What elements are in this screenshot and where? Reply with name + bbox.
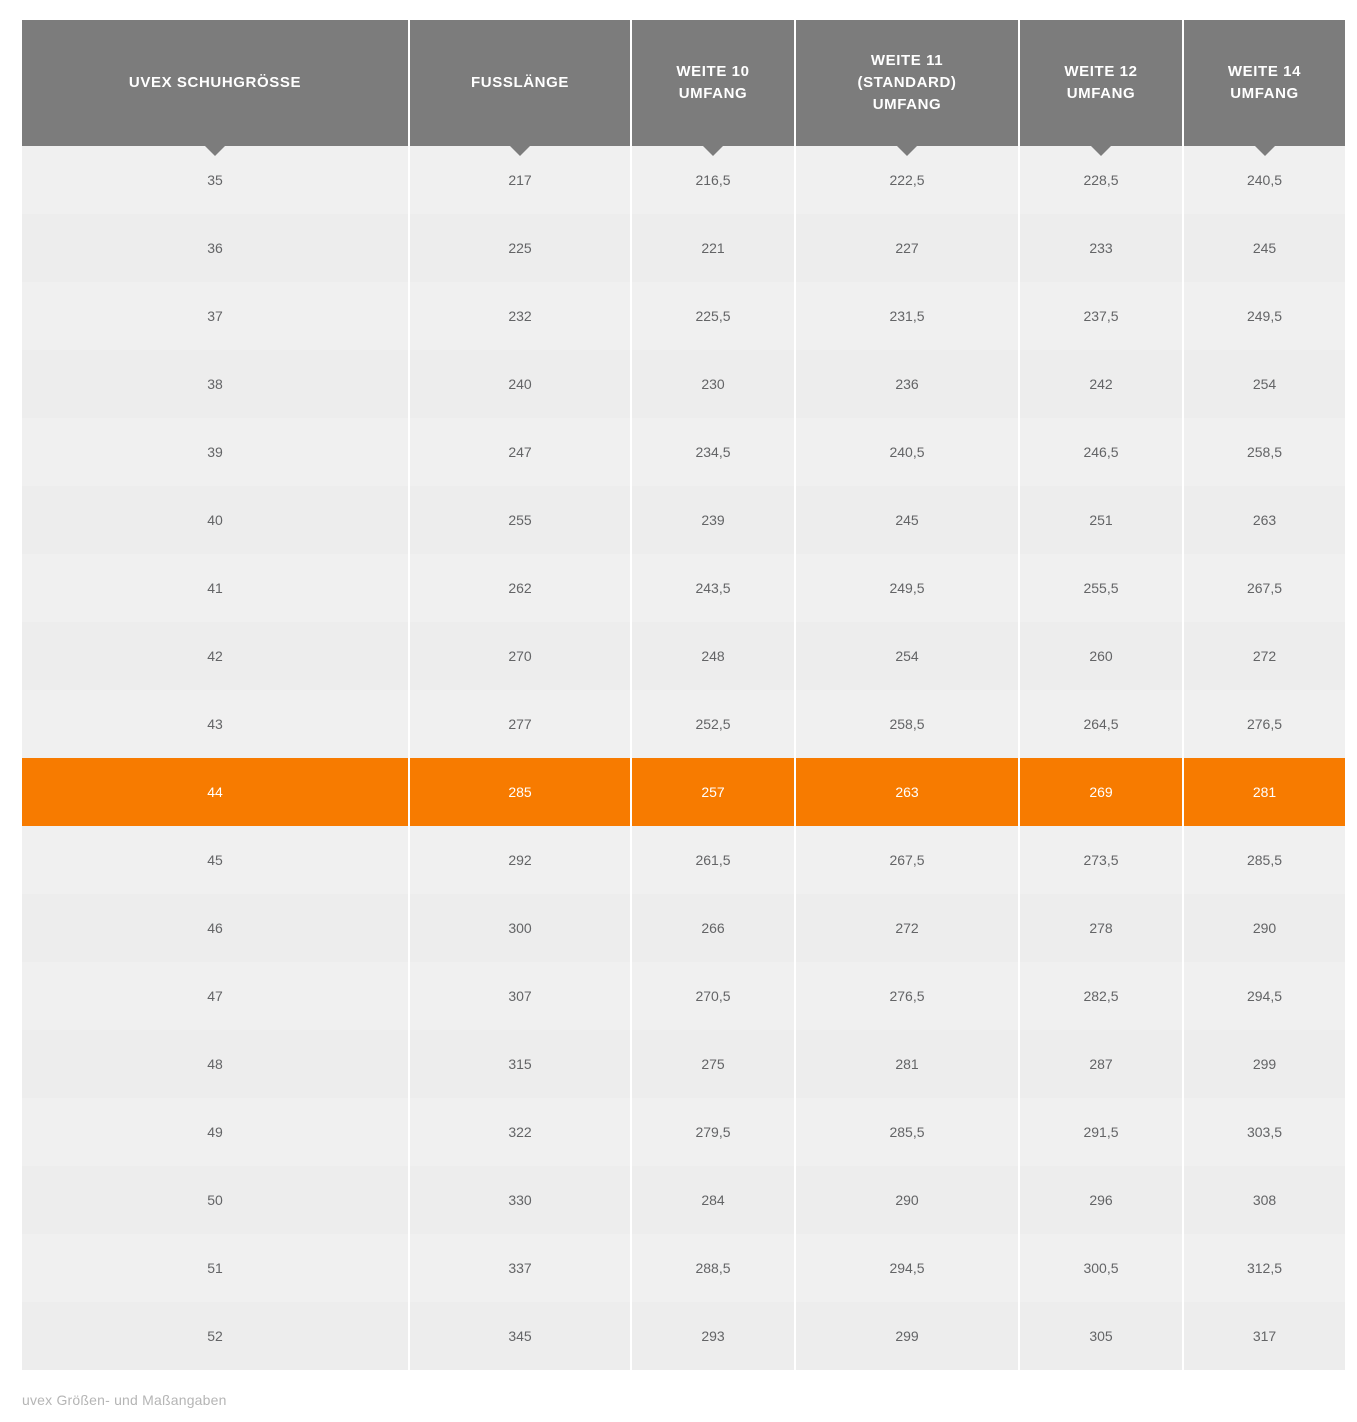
header-pointer-icon xyxy=(702,145,724,156)
table-cell: 263 xyxy=(796,758,1018,826)
table-cell: 308 xyxy=(1184,1166,1345,1234)
column-header-line: UMFANG xyxy=(1230,85,1299,102)
cell-shoe-size: 35 xyxy=(22,146,408,214)
chart-caption: uvex Größen- und Maßangaben xyxy=(22,1392,227,1408)
column-header-line: WEITE 12 xyxy=(1064,63,1138,81)
cell-shoe-size: 40 xyxy=(22,486,408,554)
table-row[interactable] xyxy=(22,350,1345,418)
column-header-line: (STANDARD) xyxy=(857,74,957,92)
table-cell: 254 xyxy=(796,622,1018,690)
table-cell: 300,5 xyxy=(1020,1234,1182,1302)
table-cell: 300 xyxy=(410,894,630,962)
header-pointer-icon xyxy=(1254,145,1276,156)
table-cell: 294,5 xyxy=(796,1234,1018,1302)
table-cell: 287 xyxy=(1020,1030,1182,1098)
column-header-line: WEITE 11 xyxy=(870,52,944,70)
table-cell: 337 xyxy=(410,1234,630,1302)
cell-shoe-size: 51 xyxy=(22,1234,408,1302)
table-row[interactable] xyxy=(22,894,1345,962)
cell-shoe-size: 46 xyxy=(22,894,408,962)
table-cell: 285,5 xyxy=(1184,826,1345,894)
cell-shoe-size: 50 xyxy=(22,1166,408,1234)
cell-shoe-size: 42 xyxy=(22,622,408,690)
table-cell: 233 xyxy=(1020,214,1182,282)
table-cell: 231,5 xyxy=(796,282,1018,350)
column-header-weite-10-umfang xyxy=(632,20,794,146)
table-cell: 225 xyxy=(410,214,630,282)
header-pointer-icon xyxy=(896,145,918,156)
table-cell: 262 xyxy=(410,554,630,622)
table-row[interactable] xyxy=(22,1030,1345,1098)
cell-shoe-size: 48 xyxy=(22,1030,408,1098)
table-cell: 270,5 xyxy=(632,962,794,1030)
table-cell: 247 xyxy=(410,418,630,486)
table-cell: 251 xyxy=(1020,486,1182,554)
table-cell: 221 xyxy=(632,214,794,282)
table-cell: 277 xyxy=(410,690,630,758)
table-cell: 255,5 xyxy=(1020,554,1182,622)
table-cell: 275 xyxy=(632,1030,794,1098)
column-header-line: WEITE 14 xyxy=(1227,63,1302,81)
table-cell: 278 xyxy=(1020,894,1182,962)
table-cell: 245 xyxy=(1184,214,1345,282)
table-cell: 267,5 xyxy=(1184,554,1345,622)
table-cell: 240,5 xyxy=(796,418,1018,486)
header-pointer-icon xyxy=(204,145,226,156)
cell-shoe-size: 49 xyxy=(22,1098,408,1166)
table-cell: 285,5 xyxy=(796,1098,1018,1166)
table-cell: 260 xyxy=(1020,622,1182,690)
table-cell: 230 xyxy=(632,350,794,418)
table-row[interactable] xyxy=(22,690,1345,758)
uvex-size-table xyxy=(20,20,1347,1370)
table-row[interactable] xyxy=(22,554,1345,622)
table-cell: 330 xyxy=(410,1166,630,1234)
table-cell: 292 xyxy=(410,826,630,894)
table-cell: 239 xyxy=(632,486,794,554)
table-cell: 232 xyxy=(410,282,630,350)
table-cell: 282,5 xyxy=(1020,962,1182,1030)
table-cell: 263 xyxy=(1184,486,1345,554)
table-cell: 322 xyxy=(410,1098,630,1166)
cell-shoe-size: 41 xyxy=(22,554,408,622)
table-cell: 257 xyxy=(632,758,794,826)
column-header-line: UMFANG xyxy=(872,95,942,113)
table-cell: 296 xyxy=(1020,1166,1182,1234)
table-row[interactable] xyxy=(22,1302,1345,1370)
table-row-highlighted[interactable] xyxy=(22,758,1345,826)
table-cell: 261,5 xyxy=(632,826,794,894)
table-cell: 246,5 xyxy=(1020,418,1182,486)
table-cell: 249,5 xyxy=(796,554,1018,622)
table-row[interactable] xyxy=(22,1234,1345,1302)
table-cell: 258,5 xyxy=(796,690,1018,758)
table-row[interactable] xyxy=(22,622,1345,690)
table-cell: 303,5 xyxy=(1184,1098,1345,1166)
table-cell: 217 xyxy=(410,146,630,214)
table-row[interactable] xyxy=(22,418,1345,486)
table-cell: 228,5 xyxy=(1020,146,1182,214)
column-header-line: UMFANG xyxy=(1066,85,1136,102)
column-header-weite-12-umfang xyxy=(1020,20,1182,146)
table-cell: 279,5 xyxy=(632,1098,794,1166)
table-row[interactable] xyxy=(22,1166,1345,1234)
table-cell: 234,5 xyxy=(632,418,794,486)
table-cell: 284 xyxy=(632,1166,794,1234)
column-header-uvex-schuhgroesse xyxy=(22,20,408,146)
table-cell: 258,5 xyxy=(1184,418,1345,486)
table-cell: 272 xyxy=(1184,622,1345,690)
table-cell: 281 xyxy=(796,1030,1018,1098)
table-cell: 227 xyxy=(796,214,1018,282)
column-header-weite-14-umfang xyxy=(1184,20,1345,146)
table-cell: 307 xyxy=(410,962,630,1030)
table-header xyxy=(22,20,1345,146)
cell-shoe-size: 45 xyxy=(22,826,408,894)
header-pointer-icon xyxy=(509,145,531,156)
table-cell: 312,5 xyxy=(1184,1234,1345,1302)
table-cell: 315 xyxy=(410,1030,630,1098)
table-cell: 345 xyxy=(410,1302,630,1370)
table-cell: 243,5 xyxy=(632,554,794,622)
table-cell: 225,5 xyxy=(632,282,794,350)
cell-shoe-size: 43 xyxy=(22,690,408,758)
table-cell: 248 xyxy=(632,622,794,690)
table-header-row xyxy=(22,20,1345,146)
table-cell: 270 xyxy=(410,622,630,690)
table-row[interactable] xyxy=(22,282,1345,350)
table-cell: 273,5 xyxy=(1020,826,1182,894)
table-cell: 272 xyxy=(796,894,1018,962)
table-cell: 299 xyxy=(1184,1030,1345,1098)
table-cell: 222,5 xyxy=(796,146,1018,214)
table-row[interactable] xyxy=(22,962,1345,1030)
table-row[interactable] xyxy=(22,486,1345,554)
table-body xyxy=(22,146,1345,1370)
column-header-line: WEITE 10 xyxy=(676,63,750,81)
table-row[interactable] xyxy=(22,826,1345,894)
table-cell: 254 xyxy=(1184,350,1345,418)
table-cell: 285 xyxy=(410,758,630,826)
column-header-line: UMFANG xyxy=(678,85,748,102)
table-cell: 281 xyxy=(1184,758,1345,826)
table-cell: 264,5 xyxy=(1020,690,1182,758)
cell-shoe-size: 36 xyxy=(22,214,408,282)
table-cell: 290 xyxy=(1184,894,1345,962)
table-cell: 317 xyxy=(1184,1302,1345,1370)
column-header-line: FUSSLÄNGE xyxy=(471,74,569,92)
table-cell: 276,5 xyxy=(796,962,1018,1030)
cell-shoe-size: 39 xyxy=(22,418,408,486)
cell-shoe-size: 47 xyxy=(22,962,408,1030)
table-cell: 276,5 xyxy=(1184,690,1345,758)
cell-shoe-size: 44 xyxy=(22,758,408,826)
table-cell: 216,5 xyxy=(632,146,794,214)
table-cell: 291,5 xyxy=(1020,1098,1182,1166)
table-cell: 240,5 xyxy=(1184,146,1345,214)
cell-shoe-size: 37 xyxy=(22,282,408,350)
table-cell: 266 xyxy=(632,894,794,962)
table-cell: 269 xyxy=(1020,758,1182,826)
column-header-weite-11-umfang xyxy=(796,20,1018,146)
table-cell: 299 xyxy=(796,1302,1018,1370)
table-cell: 252,5 xyxy=(632,690,794,758)
column-header-line: UVEX SCHUHGRÖSSE xyxy=(128,74,302,92)
table-cell: 294,5 xyxy=(1184,962,1345,1030)
cell-shoe-size: 52 xyxy=(22,1302,408,1370)
table-cell: 245 xyxy=(796,486,1018,554)
table-cell: 305 xyxy=(1020,1302,1182,1370)
table-cell: 237,5 xyxy=(1020,282,1182,350)
table-cell: 290 xyxy=(796,1166,1018,1234)
table-cell: 240 xyxy=(410,350,630,418)
table-cell: 255 xyxy=(410,486,630,554)
table-cell: 249,5 xyxy=(1184,282,1345,350)
table-cell: 236 xyxy=(796,350,1018,418)
table-cell: 293 xyxy=(632,1302,794,1370)
table-cell: 242 xyxy=(1020,350,1182,418)
column-header-fusslaenge xyxy=(410,20,630,146)
table-row[interactable] xyxy=(22,146,1345,214)
table-row[interactable] xyxy=(22,214,1345,282)
cell-shoe-size: 38 xyxy=(22,350,408,418)
table-cell: 267,5 xyxy=(796,826,1018,894)
header-pointer-icon xyxy=(1090,145,1112,156)
table-cell: 288,5 xyxy=(632,1234,794,1302)
table-row[interactable] xyxy=(22,1098,1345,1166)
